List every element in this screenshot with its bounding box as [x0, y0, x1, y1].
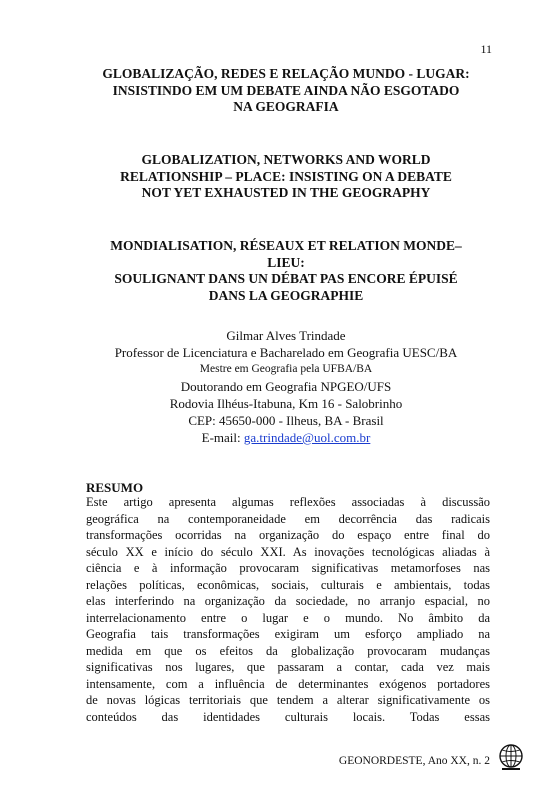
abstract-line: ciência e à informação provocaram significativas metamorfoses nas: [86, 561, 490, 575]
abstract-line: Este artigo apresenta algumas reflexões associadas à discussão: [86, 495, 490, 509]
author-cep: CEP: 45650-000 - Ilheus, BA - Brasil: [188, 413, 384, 428]
author-position: Professor de Licenciatura e Bacharelado em Geografia UESC/BA: [114, 345, 458, 360]
author-masters: Mestre em Geografia pela UFBA/BA: [199, 363, 373, 375]
author-address: Rodovia Ilhéus-Itabuna, Km 16 - Salobrinho: [169, 396, 403, 411]
abstract-text: [86, 494, 490, 725]
abstract-line: de novas lógicas territoriais que tendem a alterar significativamente os: [86, 693, 490, 707]
abstract-line: significativas nos lugares, que passaram a contar, cada vez mais: [86, 660, 490, 674]
abstract-line: Geografia tais transformações exigiram um esforço ampliado na: [86, 627, 490, 641]
abstract-line: conteúdos das identidades culturais locais. Todas essas: [86, 709, 490, 724]
abstract-line: geográfica na contemporaneidade em decorrência das radicais: [86, 511, 490, 526]
title-line: NOT YET EXHAUSTED IN THE GEOGRAPHY: [141, 185, 431, 200]
abstract-line: elas interferindo na organização da sociedade, no arranjo espacial, no: [86, 594, 490, 608]
author-info: [60, 327, 512, 446]
author-name: Gilmar Alves Trindade: [226, 328, 346, 343]
title-line: NA GEOGRAFIA: [233, 99, 339, 114]
title-line: GLOBALIZATION, NETWORKS AND WORLD: [141, 152, 431, 167]
abstract-line: intensamente, com a influência de determinantes exógenos portadores: [86, 676, 490, 691]
resumo-heading: RESUMO: [86, 480, 144, 495]
abstract-line: relações políticas, econômicas, sociais, culturais e ambientais, todas: [86, 577, 490, 592]
title-line: DANS LA GEOGRAPHIE: [208, 287, 364, 303]
title-line: INSISTINDO EM UM DEBATE AINDA NÃO ESGOTADO: [112, 82, 460, 98]
title-line: SOULIGNANT DANS UN DÉBAT PAS ENCORE ÉPUISÉ: [114, 271, 458, 286]
author-email: [60, 429, 512, 446]
page-number: 11: [480, 42, 492, 56]
author-doctorate: Doutorando em Geografia NPGEO/UFS: [180, 379, 392, 394]
globe-icon: [496, 742, 526, 772]
email-label: E-mail:: [201, 430, 244, 445]
abstract-line: interrelacionamento entre o lugar e o mundo. No âmbito da: [86, 610, 490, 625]
title-french: [70, 238, 502, 304]
abstract-line: medida em que os efeitos da globalização provocaram mudanças: [86, 643, 490, 658]
title-portuguese: [70, 66, 502, 116]
title-line: GLOBALIZAÇÃO, REDES E RELAÇÃO MUNDO - LUGAR:: [102, 66, 470, 81]
title-line: MONDIALISATION, RÉSEAUX ET RELATION MONDE–: [110, 238, 462, 253]
abstract-line: século XX e início do século XXI. As inovações tecnológicas aliadas à: [86, 544, 490, 559]
title-line: RELATIONSHIP – PLACE: INSISTING ON A DEBATE: [120, 168, 452, 184]
email-link[interactable]: ga.trindade@uol.com.br: [243, 430, 371, 445]
abstract-line: transformações ocorridas na organização do espaço entre final do: [86, 528, 490, 542]
journal-footer: GEONORDESTE, Ano XX, n. 2: [338, 755, 490, 767]
title-line: LIEU:: [267, 254, 305, 270]
title-english: [70, 152, 502, 202]
